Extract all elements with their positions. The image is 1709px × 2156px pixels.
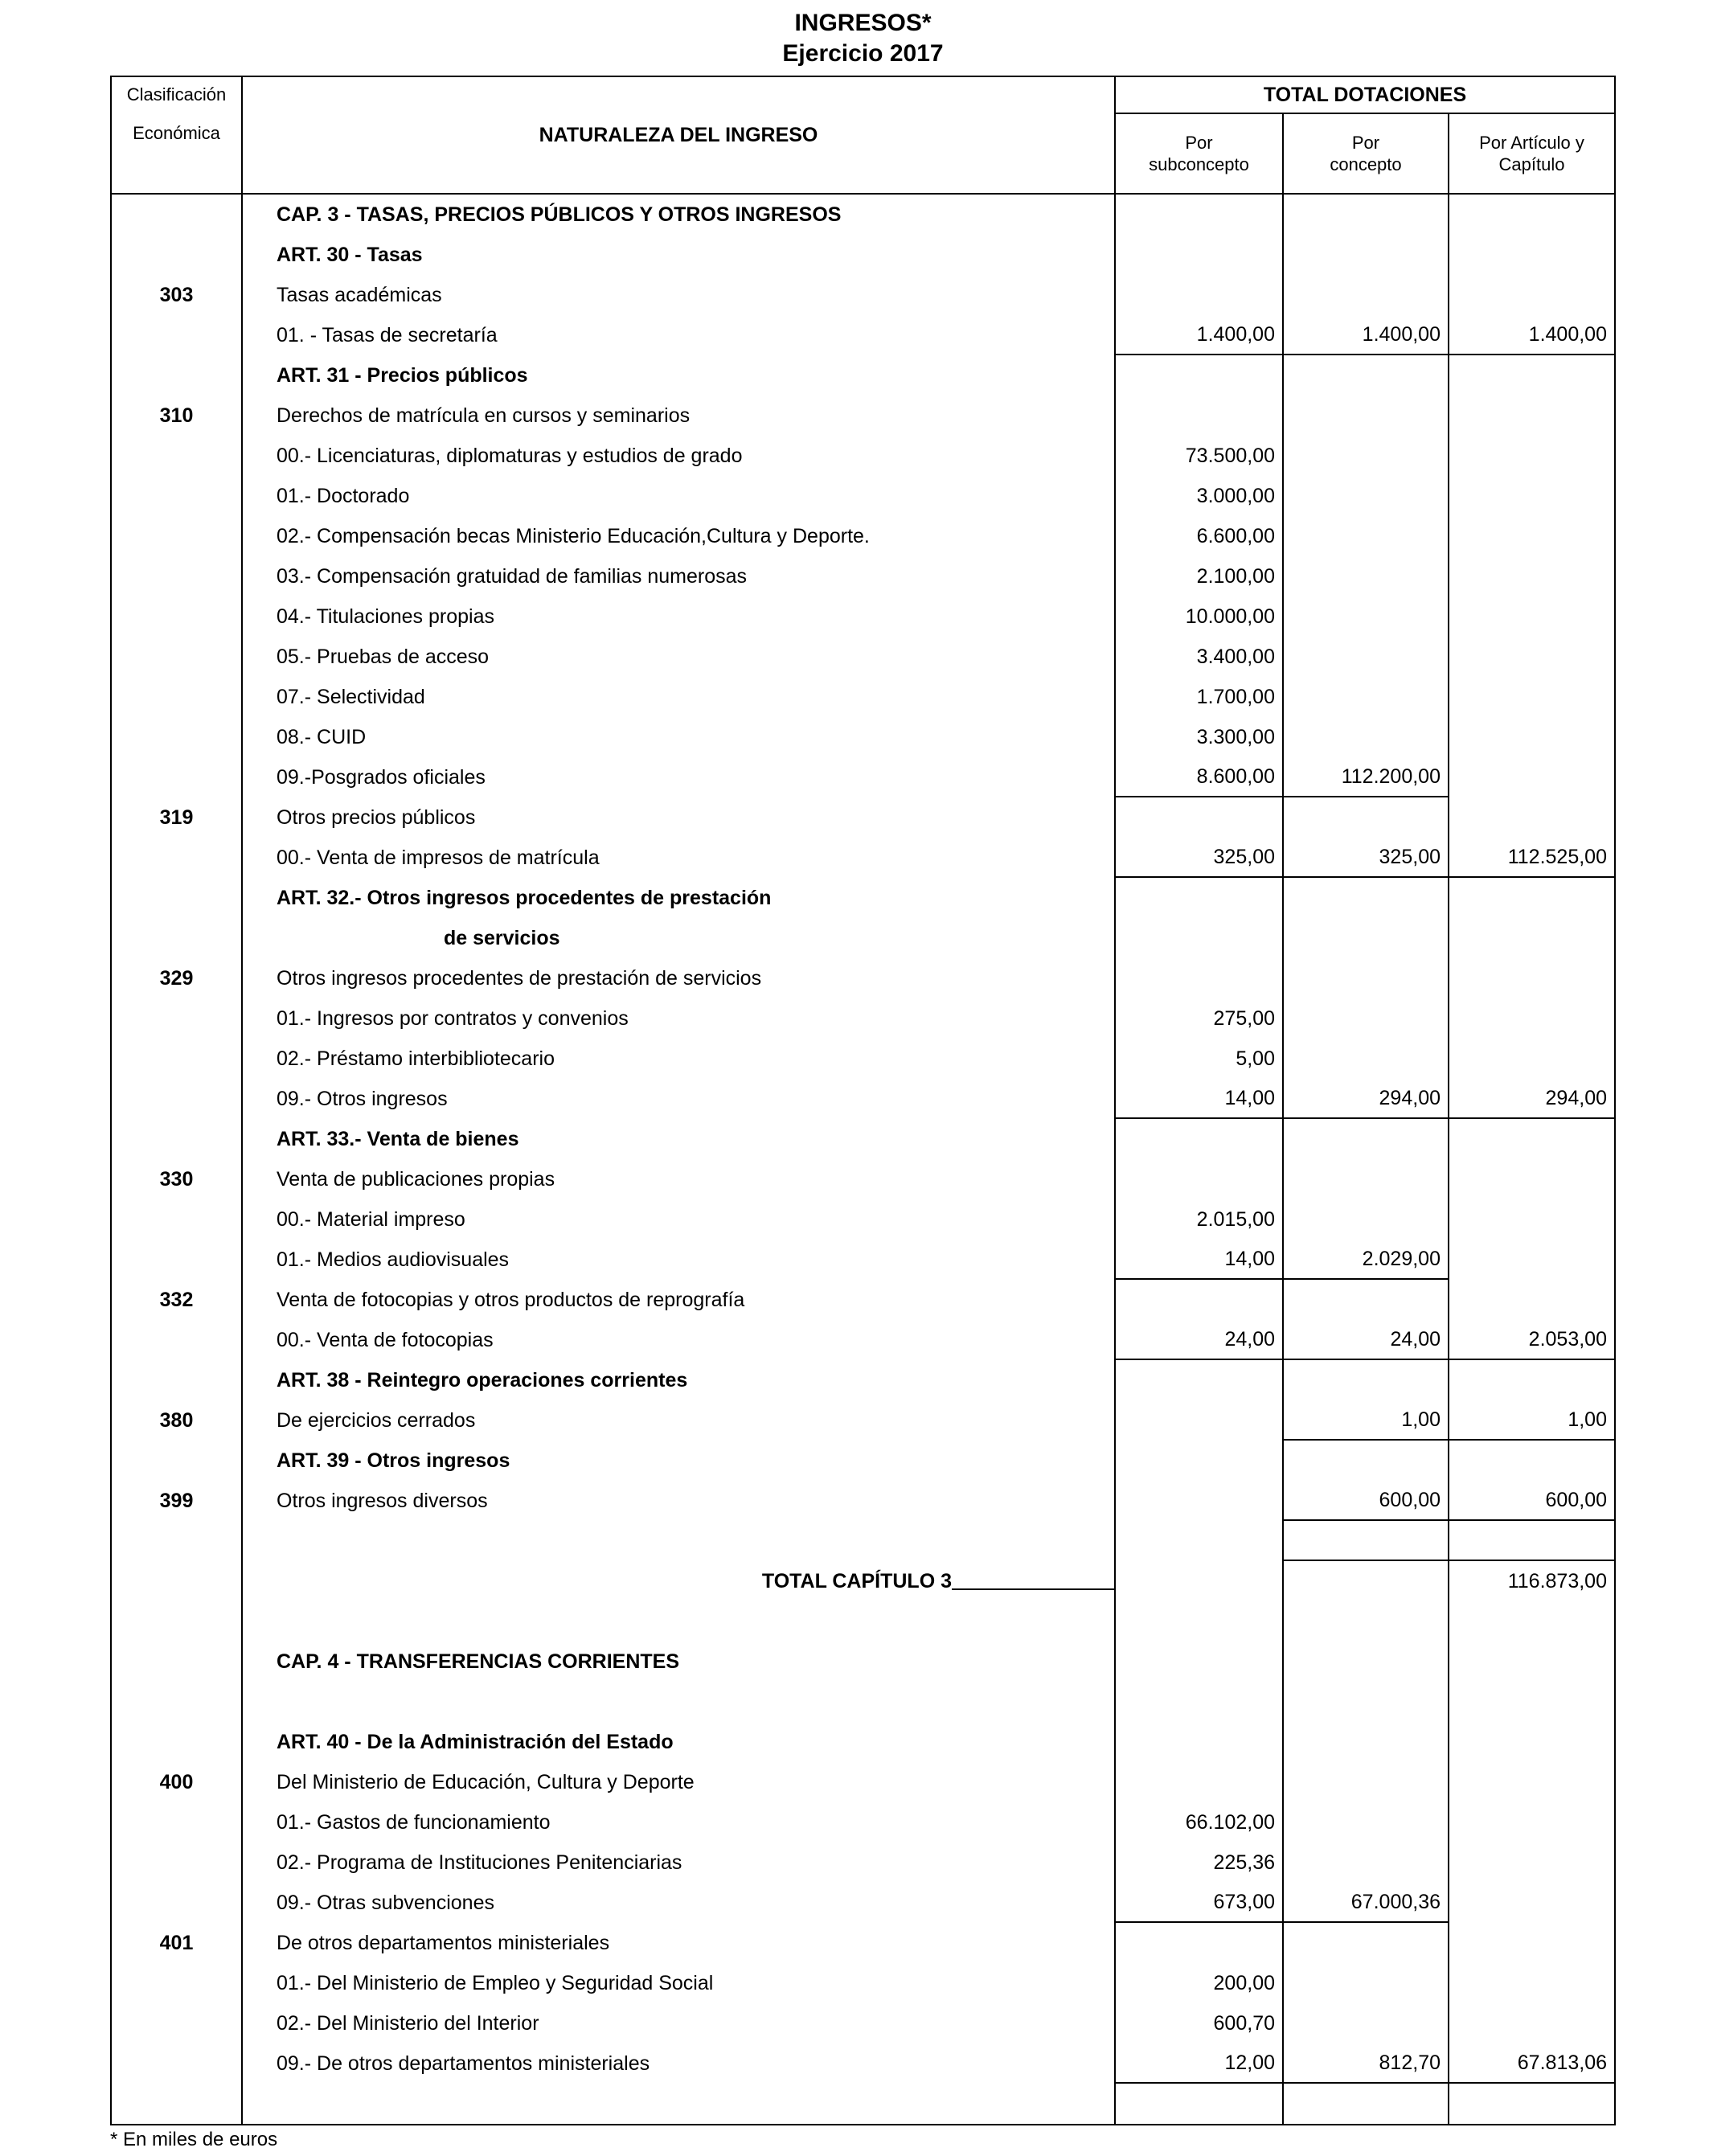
amount-por-articulo-capitulo [1449, 1039, 1614, 1079]
amount-por-concepto [1284, 677, 1449, 717]
amount-por-articulo-capitulo [1449, 556, 1614, 596]
amount-por-articulo-capitulo [1449, 717, 1614, 757]
row-description: 00.- Venta de fotocopias [243, 1320, 1116, 1360]
row-code [112, 2003, 243, 2043]
header-col-por-concepto [1284, 114, 1449, 193]
amount-por-subconcepto [1116, 355, 1284, 396]
row-description [243, 1521, 1116, 1561]
page-subtitle: Ejercicio 2017 [782, 40, 944, 67]
amount-por-articulo-capitulo [1449, 1159, 1614, 1199]
row-description: Venta de fotocopias y otros productos de reprografía [243, 1280, 1116, 1320]
header-subconcepto-line1: Por [1185, 133, 1213, 153]
amount-por-concepto [1284, 1119, 1449, 1159]
amount-por-articulo-capitulo [1449, 2003, 1614, 2043]
amount-por-concepto [1284, 1762, 1449, 1802]
amount-por-articulo-capitulo [1449, 918, 1614, 958]
amount-por-articulo-capitulo [1449, 2084, 1614, 2124]
amount-por-subconcepto [1116, 1923, 1284, 1963]
amount-por-articulo-capitulo [1449, 1923, 1614, 1963]
row-code [112, 476, 243, 516]
amount-por-subconcepto [1116, 195, 1284, 235]
row-description: 01.- Del Ministerio de Empleo y Seguridad Social [243, 1963, 1116, 2003]
amount-por-articulo-capitulo [1449, 1802, 1614, 1842]
amount-por-concepto [1284, 797, 1449, 838]
amount-por-subconcepto: 325,00 [1116, 838, 1284, 878]
row-code: 310 [112, 396, 243, 436]
amount-por-articulo-capitulo [1449, 1360, 1614, 1400]
header-clasificacion-economica [112, 77, 243, 193]
amount-por-subconcepto [1116, 1682, 1284, 1722]
amount-por-articulo-capitulo [1449, 275, 1614, 315]
amount-por-concepto [1284, 1561, 1449, 1601]
row-code [112, 1521, 243, 1561]
row-code [112, 1963, 243, 2003]
amount-por-subconcepto [1116, 1481, 1284, 1521]
amount-por-articulo-capitulo [1449, 1601, 1614, 1642]
amount-por-concepto [1284, 637, 1449, 677]
row-description: ART. 31 - Precios públicos [243, 355, 1116, 396]
amount-por-articulo-capitulo [1449, 1642, 1614, 1682]
amount-por-subconcepto: 24,00 [1116, 1320, 1284, 1360]
row-description: 02.- Compensación becas Ministerio Educación,Cultura y Deporte. [243, 516, 1116, 556]
footnote: * En miles de euros [110, 2129, 278, 2150]
amount-por-articulo-capitulo [1449, 195, 1614, 235]
amount-por-subconcepto [1116, 1360, 1284, 1400]
amount-por-concepto [1284, 1360, 1449, 1400]
row-description: Derechos de matrícula en cursos y seminarios [243, 396, 1116, 436]
amount-por-articulo-capitulo [1449, 677, 1614, 717]
row-description: CAP. 4 - TRANSFERENCIAS CORRIENTES [243, 1642, 1116, 1682]
row-description: 09.- De otros departamentos ministeriales [243, 2043, 1116, 2084]
header-naturaleza-del-ingreso [243, 77, 1116, 193]
row-code [112, 1601, 243, 1642]
amount-por-concepto [1284, 717, 1449, 757]
amount-por-subconcepto: 6.600,00 [1116, 516, 1284, 556]
amount-por-subconcepto [1116, 396, 1284, 436]
row-description: 00.- Licenciaturas, diplomaturas y estudios de grado [243, 436, 1116, 476]
row-description: 09.- Otros ingresos [243, 1079, 1116, 1119]
amount-por-concepto [1284, 1642, 1449, 1682]
row-description: 03.- Compensación gratuidad de familias numerosas [243, 556, 1116, 596]
amount-por-concepto [1284, 1159, 1449, 1199]
amount-por-subconcepto [1116, 1601, 1284, 1642]
row-description: 01.- Doctorado [243, 476, 1116, 516]
amount-por-articulo-capitulo: 600,00 [1449, 1481, 1614, 1521]
amount-por-subconcepto [1116, 1722, 1284, 1762]
row-code [112, 1441, 243, 1481]
table-body [112, 195, 1614, 2124]
amount-por-concepto [1284, 476, 1449, 516]
amount-por-concepto [1284, 1601, 1449, 1642]
row-code [112, 878, 243, 918]
amount-por-articulo-capitulo [1449, 355, 1614, 396]
amount-por-articulo-capitulo [1449, 1441, 1614, 1481]
amount-por-concepto [1284, 1682, 1449, 1722]
amount-por-articulo-capitulo [1449, 1762, 1614, 1802]
row-description: 00.- Venta de impresos de matrícula [243, 838, 1116, 878]
amount-por-articulo-capitulo: 2.053,00 [1449, 1320, 1614, 1360]
amount-por-concepto [1284, 1802, 1449, 1842]
amount-por-subconcepto: 3.400,00 [1116, 637, 1284, 677]
row-description: ART. 33.- Venta de bienes [243, 1119, 1116, 1159]
amount-por-subconcepto [1116, 1561, 1284, 1601]
amount-por-articulo-capitulo [1449, 757, 1614, 797]
amount-por-concepto [1284, 355, 1449, 396]
amount-por-concepto: 812,70 [1284, 2043, 1449, 2084]
row-code [112, 1682, 243, 1722]
row-code: 303 [112, 275, 243, 315]
amount-por-articulo-capitulo [1449, 596, 1614, 637]
header-col-por-articulo-capitulo [1449, 114, 1614, 193]
amount-por-concepto [1284, 275, 1449, 315]
row-code [112, 1119, 243, 1159]
amount-por-articulo-capitulo [1449, 516, 1614, 556]
row-description: ART. 38 - Reintegro operaciones corrientes [243, 1360, 1116, 1400]
amount-por-subconcepto: 275,00 [1116, 998, 1284, 1039]
amount-por-articulo-capitulo: 112.525,00 [1449, 838, 1614, 878]
amount-por-subconcepto: 1.700,00 [1116, 677, 1284, 717]
row-description: ART. 39 - Otros ingresos [243, 1441, 1116, 1481]
row-description: 02.- Préstamo interbibliotecario [243, 1039, 1116, 1079]
amount-por-articulo-capitulo [1449, 1722, 1614, 1762]
amount-por-concepto [1284, 195, 1449, 235]
row-description: de servicios [243, 918, 1116, 958]
row-code [112, 1561, 243, 1601]
total-underline [952, 1588, 1114, 1590]
amount-por-articulo-capitulo [1449, 637, 1614, 677]
row-code [112, 516, 243, 556]
amount-por-subconcepto: 200,00 [1116, 1963, 1284, 2003]
row-description: 01.- Medios audiovisuales [243, 1240, 1116, 1280]
amount-por-subconcepto [1116, 1441, 1284, 1481]
amount-por-subconcepto [1116, 275, 1284, 315]
row-description: CAP. 3 - TASAS, PRECIOS PÚBLICOS Y OTROS INGRESOS [243, 195, 1116, 235]
amount-por-articulo-capitulo: 116.873,00 [1507, 1569, 1607, 1592]
row-code: 399 [112, 1481, 243, 1521]
amount-por-concepto: 24,00 [1284, 1320, 1449, 1360]
row-code [112, 1360, 243, 1400]
amount-por-articulo-capitulo [1449, 1521, 1614, 1561]
amount-por-concepto [1284, 396, 1449, 436]
row-code [112, 1240, 243, 1280]
amount-por-articulo-capitulo [1449, 1240, 1614, 1280]
row-description: 08.- CUID [243, 717, 1116, 757]
amount-por-subconcepto [1116, 1400, 1284, 1441]
row-code [112, 195, 243, 235]
row-code [112, 2043, 243, 2084]
row-description: De otros departamentos ministeriales [243, 1923, 1116, 1963]
row-code [112, 315, 243, 355]
amount-por-subconcepto: 5,00 [1116, 1039, 1284, 1079]
amount-por-subconcepto [1116, 235, 1284, 275]
header-concepto-line1: Por [1351, 133, 1380, 153]
amount-por-subconcepto [1116, 1119, 1284, 1159]
row-code [112, 1079, 243, 1119]
amount-por-subconcepto: 14,00 [1116, 1079, 1284, 1119]
row-description: Del Ministerio de Educación, Cultura y Deporte [243, 1762, 1116, 1802]
row-code [112, 1883, 243, 1923]
amount-por-articulo-capitulo [1449, 1119, 1614, 1159]
amount-por-articulo-capitulo [1449, 797, 1614, 838]
amount-por-concepto [1284, 516, 1449, 556]
amount-por-concepto [1284, 436, 1449, 476]
row-description: 09.-Posgrados oficiales [243, 757, 1116, 797]
header-clasificacion-line1: Clasificación [126, 84, 227, 105]
header-total-dotaciones-group [1116, 77, 1614, 193]
row-code: 319 [112, 797, 243, 838]
amount-por-articulo-capitulo [1449, 998, 1614, 1039]
amount-por-subconcepto [1116, 1642, 1284, 1682]
amount-por-subconcepto: 3.000,00 [1116, 476, 1284, 516]
amount-por-subconcepto [1116, 797, 1284, 838]
amount-por-concepto [1284, 1039, 1449, 1079]
amount-por-articulo-capitulo: 1.400,00 [1449, 315, 1614, 355]
amount-por-concepto: 112.200,00 [1284, 757, 1449, 797]
row-description: 02.- Programa de Instituciones Penitenciarias [243, 1842, 1116, 1883]
row-description: 09.- Otras subvenciones [243, 1883, 1116, 1923]
amount-por-subconcepto: 2.100,00 [1116, 556, 1284, 596]
row-code [112, 1802, 243, 1842]
amount-por-concepto [1284, 1280, 1449, 1320]
amount-por-articulo-capitulo [1449, 1883, 1614, 1923]
amount-por-concepto [1284, 1722, 1449, 1762]
row-description [243, 2084, 1116, 2124]
row-description: Tasas académicas [243, 275, 1116, 315]
row-code [112, 1642, 243, 1682]
amount-por-concepto [1284, 235, 1449, 275]
amount-por-articulo-capitulo [1449, 1963, 1614, 2003]
header-clasificacion-line2: Económica [133, 123, 220, 143]
header-subcolumns [1116, 114, 1614, 193]
table-header [112, 77, 1614, 195]
amount-por-subconcepto: 1.400,00 [1116, 315, 1284, 355]
row-code [112, 918, 243, 958]
amount-por-concepto [1284, 878, 1449, 918]
amount-por-subconcepto: 66.102,00 [1116, 1802, 1284, 1842]
amount-por-articulo-capitulo [1449, 1280, 1614, 1320]
amount-por-concepto [1284, 596, 1449, 637]
amount-por-concepto: 325,00 [1284, 838, 1449, 878]
amount-por-concepto [1284, 998, 1449, 1039]
row-description: Otros ingresos diversos [243, 1481, 1116, 1521]
amount-por-subconcepto [1116, 918, 1284, 958]
header-total-dotaciones [1116, 77, 1614, 114]
header-concepto-line2: concepto [1330, 154, 1402, 174]
row-code [112, 1039, 243, 1079]
amount-por-articulo-capitulo [1449, 878, 1614, 918]
amount-por-articulo-capitulo [1449, 235, 1614, 275]
row-code [112, 2084, 243, 2124]
row-code: 330 [112, 1159, 243, 1199]
amount-por-subconcepto: 225,36 [1116, 1842, 1284, 1883]
row-code [112, 998, 243, 1039]
amount-por-subconcepto [1116, 2084, 1284, 2124]
amount-por-subconcepto: 10.000,00 [1116, 596, 1284, 637]
amount-por-concepto [1284, 1521, 1449, 1561]
row-description: Otros precios públicos [243, 797, 1116, 838]
amount-por-articulo-capitulo [1449, 436, 1614, 476]
row-description: ART. 32.- Otros ingresos procedentes de prestación [243, 878, 1116, 918]
row-code: 329 [112, 958, 243, 998]
row-code [112, 436, 243, 476]
row-description: 04.- Titulaciones propias [243, 596, 1116, 637]
row-description: ART. 40 - De la Administración del Estado [243, 1722, 1116, 1762]
amount-por-concepto [1284, 556, 1449, 596]
header-articulo-line1: Por Artículo y [1479, 133, 1584, 153]
row-code [112, 556, 243, 596]
row-code [112, 757, 243, 797]
amount-por-concepto: 294,00 [1284, 1079, 1449, 1119]
amount-por-concepto [1284, 1842, 1449, 1883]
amount-por-subconcepto: 3.300,00 [1116, 717, 1284, 757]
row-description: 05.- Pruebas de acceso [243, 637, 1116, 677]
row-code [112, 838, 243, 878]
amount-por-articulo-capitulo [1449, 476, 1614, 516]
amount-por-concepto [1284, 2084, 1449, 2124]
amount-por-articulo-capitulo [1449, 1842, 1614, 1883]
amount-por-concepto [1284, 1923, 1449, 1963]
header-col-por-subconcepto [1116, 114, 1284, 193]
row-code [112, 1320, 243, 1360]
amount-por-concepto [1284, 958, 1449, 998]
amount-por-subconcepto [1116, 1762, 1284, 1802]
row-code [112, 1722, 243, 1762]
amount-por-articulo-capitulo [1449, 1199, 1614, 1240]
row-description: ART. 30 - Tasas [243, 235, 1116, 275]
row-description: 00.- Material impreso [243, 1199, 1116, 1240]
row-code [112, 717, 243, 757]
row-description: De ejercicios cerrados [243, 1400, 1116, 1441]
row-code: 332 [112, 1280, 243, 1320]
amount-por-concepto: 1,00 [1284, 1400, 1449, 1441]
header-naturaleza-label: NATURALEZA DEL INGRESO [539, 123, 818, 146]
amount-por-subconcepto [1116, 1521, 1284, 1561]
amount-por-concepto: 67.000,36 [1284, 1883, 1449, 1923]
amount-por-subconcepto [1116, 1280, 1284, 1320]
row-description [243, 1601, 1116, 1642]
row-description [243, 1682, 1116, 1722]
row-code [112, 1842, 243, 1883]
row-description: 01. - Tasas de secretaría [243, 315, 1116, 355]
amount-por-concepto [1284, 2003, 1449, 2043]
row-code: 400 [112, 1762, 243, 1802]
amount-por-concepto: 2.029,00 [1284, 1240, 1449, 1280]
amount-por-subconcepto: 2.015,00 [1116, 1199, 1284, 1240]
amount-por-concepto [1284, 1963, 1449, 2003]
amount-por-articulo-capitulo [1449, 1682, 1614, 1722]
row-code [112, 235, 243, 275]
row-description: 01.- Gastos de funcionamiento [243, 1802, 1116, 1842]
amount-por-subconcepto [1116, 1159, 1284, 1199]
row-code [112, 1199, 243, 1240]
amount-por-articulo-capitulo: 67.813,06 [1449, 2043, 1614, 2084]
total-capitulo-label: TOTAL CAPÍTULO 3 [761, 1569, 952, 1592]
amount-por-subconcepto: 673,00 [1116, 1883, 1284, 1923]
header-total-dotaciones-label: TOTAL DOTACIONES [1263, 83, 1467, 106]
header-subconcepto-line2: subconcepto [1149, 154, 1249, 174]
amount-por-subconcepto: 12,00 [1116, 2043, 1284, 2084]
row-description: Venta de publicaciones propias [243, 1159, 1116, 1199]
page-title: INGRESOS* [794, 10, 932, 36]
amount-por-subconcepto: 8.600,00 [1116, 757, 1284, 797]
amount-por-articulo-capitulo [1449, 396, 1614, 436]
row-description [243, 1561, 1116, 1601]
amount-por-articulo-capitulo: 294,00 [1449, 1079, 1614, 1119]
amount-por-concepto [1284, 1199, 1449, 1240]
amount-por-concepto: 1.400,00 [1284, 315, 1449, 355]
row-code: 380 [112, 1400, 243, 1441]
row-description: 07.- Selectividad [243, 677, 1116, 717]
row-description: Otros ingresos procedentes de prestación de servicios [243, 958, 1116, 998]
amount-por-subconcepto [1116, 878, 1284, 918]
amount-por-subconcepto: 73.500,00 [1116, 436, 1284, 476]
row-code [112, 677, 243, 717]
row-description: 02.- Del Ministerio del Interior [243, 2003, 1116, 2043]
amount-por-subconcepto [1116, 958, 1284, 998]
row-code [112, 355, 243, 396]
amount-por-concepto: 600,00 [1284, 1481, 1449, 1521]
amount-por-articulo-capitulo [1449, 958, 1614, 998]
amount-por-subconcepto: 14,00 [1116, 1240, 1284, 1280]
amount-por-articulo-capitulo: 1,00 [1449, 1400, 1614, 1441]
row-code [112, 596, 243, 637]
amount-por-concepto [1284, 918, 1449, 958]
row-description: 01.- Ingresos por contratos y convenios [243, 998, 1116, 1039]
row-code [112, 637, 243, 677]
row-code: 401 [112, 1923, 243, 1963]
amount-por-subconcepto: 600,70 [1116, 2003, 1284, 2043]
amount-por-concepto [1284, 1441, 1449, 1481]
document-title-block [110, 8, 1616, 69]
header-articulo-line2: Capítulo [1498, 154, 1565, 174]
ingresos-table [110, 76, 1616, 2125]
